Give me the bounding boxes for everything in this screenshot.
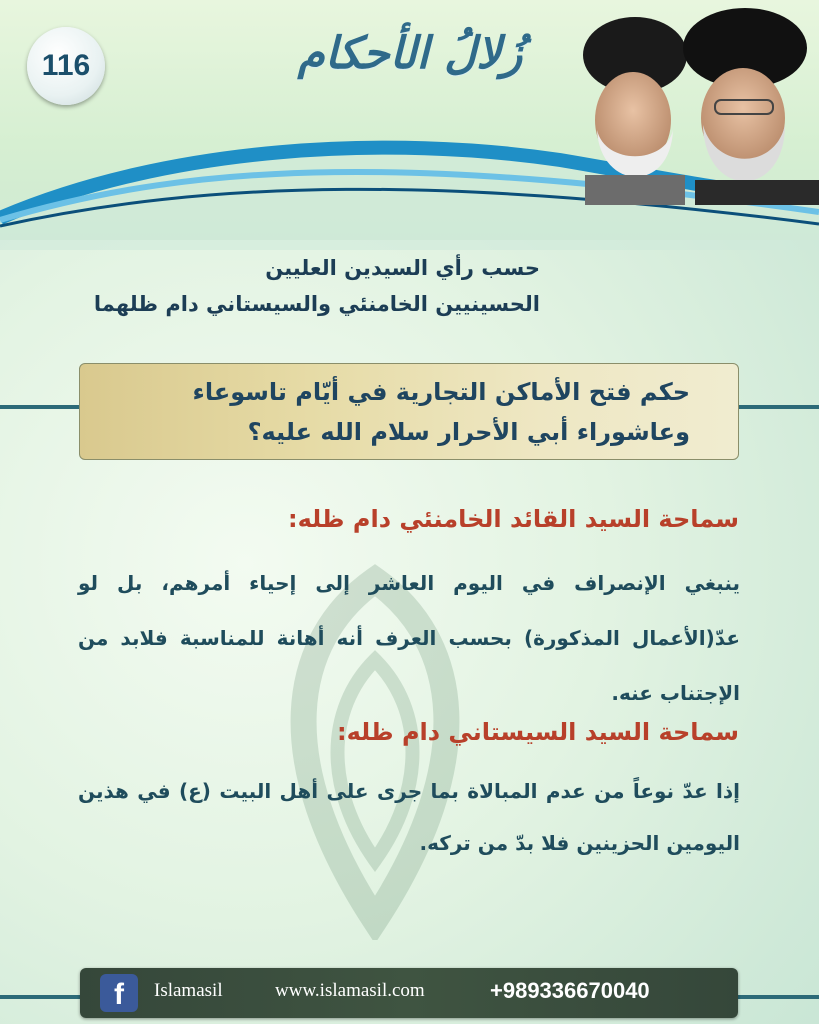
issue-number: 116 (41, 49, 91, 82)
answer-1-text: ينبغي الإنصراف في اليوم العاشر إلى إحياء أمرهم، بل لو عدّ(الأعمال المذكورة) بحسب العرف أنه أهانة للمناسبة فلابد من الإجتناب عنه. (78, 571, 740, 705)
social-handle: Islamasil (154, 980, 223, 1001)
answer-1-heading: سماحة السيد القائد الخامنئي دام ظله: (287, 505, 739, 533)
series-title: زُلالُ الأحكام (297, 28, 523, 79)
issue-number-badge (27, 27, 105, 105)
question-line-2: وعاشوراء أبي الأحرار سلام الله عليه؟ (247, 418, 690, 446)
subtitle-line-2: الحسينيين الخامنئي والسيستاني دام ظلهما (93, 292, 540, 316)
subtitle (60, 250, 540, 322)
phone-number: +989336670040 (490, 978, 650, 1003)
scholars-portrait-image (575, 0, 819, 205)
answer-2-text: إذا عدّ نوعاً من عدم المبالاة بما جرى على أهل البيت (ع) في هذين اليومين الحزينين فلا بدّ من تركه. (78, 779, 740, 855)
footer-bar (80, 968, 738, 1018)
subtitle-line-1: حسب رأي السيدين العليين (265, 256, 540, 280)
question-line-1: حكم فتح الأماكن التجارية في أيّام تاسوعاء (192, 378, 690, 406)
website-link[interactable]: www.islamasil.com (275, 980, 425, 1001)
answer-2-heading: سماحة السيد السيستاني دام ظله: (337, 718, 739, 746)
facebook-icon[interactable]: f (100, 974, 138, 1012)
question-box (79, 363, 739, 460)
